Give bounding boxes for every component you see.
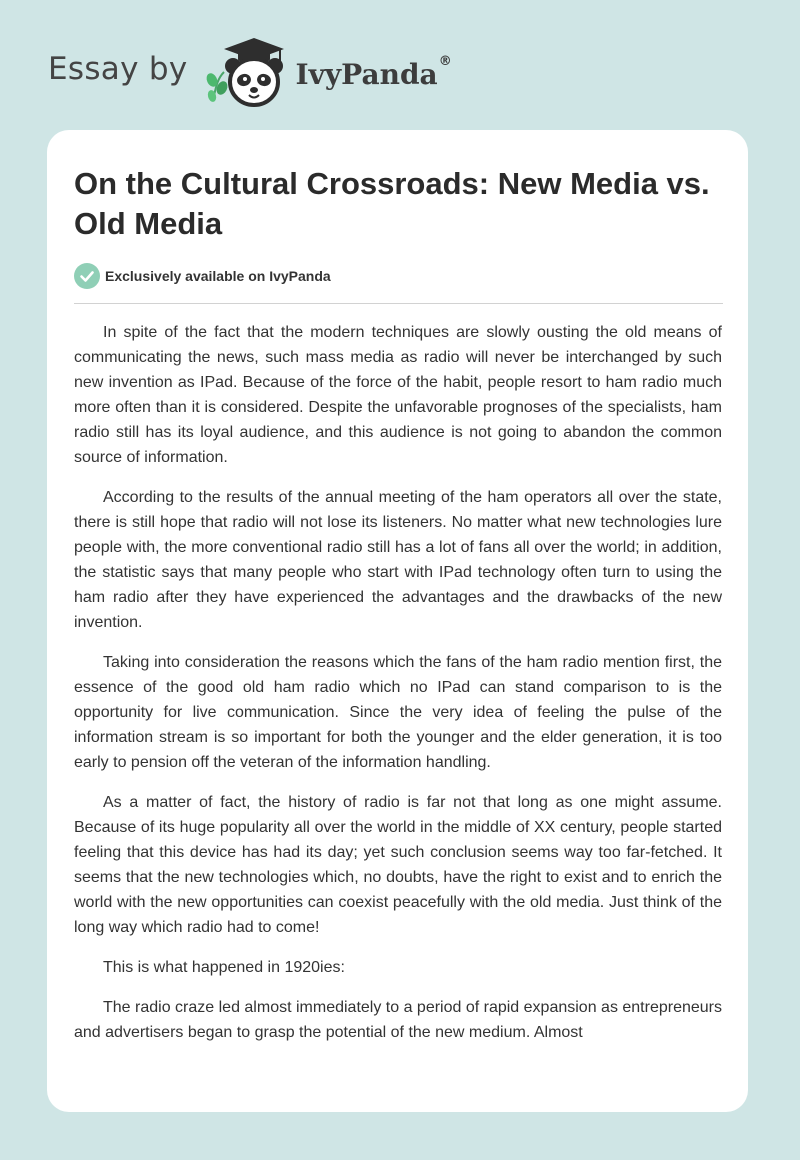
- essay-paragraph: The radio craze led almost immediately to a period of rapid expansion as entrepreneurs and advertisers began to grasp the potential of the new medium. Almost: [74, 999, 722, 1041]
- essay-paragraph: In spite of the fact that the modern techniques are slowly ousting the old means of communicating the news, such mass media as radio will never be interchanged by such new invention as IPad. Because of the force of the habit, people resort to ham radio much more often than it is considered. Despite the unfavorable prognoses of the specialists, ham radio still has its loyal audience, and this audience is not going to abandon the common source of information.: [74, 324, 722, 466]
- essay-body: [74, 320, 722, 1060]
- essay-card: [47, 130, 748, 1112]
- ivypanda-panda-logo-icon: [200, 36, 292, 108]
- essay-paragraph: As a matter of fact, the history of radio is far not that long as one might assume. Because of its huge popularity all over the world in the middle of XX century, people started feeling that this device has had its day; yet such conclusion seems way too far-fetched. It seems that the new technologies which, no doubts, have the right to exist and to enrich the world with the new opportunities can coexist peacefully with the old media. Just think of the long way which radio had to come!: [74, 794, 722, 936]
- essay-paragraph: This is what happened in 1920ies:: [103, 959, 345, 976]
- exclusive-badge-label: Exclusively available on IvyPanda: [105, 268, 331, 284]
- essay-title: On the Cultural Crossroads: New Media vs. Old Media: [74, 166, 710, 241]
- essay-paragraph: According to the results of the annual meeting of the ham operators all over the state, there is still hope that radio will not lose its listeners. No matter what new technologies lure people with, the more conventional radio still has a lot of fans all over the world; in addition, the statistic says that many people who start with IPad technology often turn to using the ham radio after they have experienced the advantages and the drawbacks of the new invention.: [74, 489, 722, 631]
- check-circle-icon: [74, 263, 100, 289]
- ivypanda-brand-name: IvyPanda®: [295, 53, 452, 91]
- title-divider: [74, 303, 723, 304]
- exclusive-badge: [74, 263, 331, 289]
- essay-paragraph: Taking into consideration the reasons which the fans of the ham radio mention first, the essence of the good old ham radio which no IPad can stand comparison to is the opportunity for live communication. Since the very idea of feeling the pulse of the information stream is so important for both the younger and the elder generation, it is too early to pension off the veteran of the information handling.: [74, 654, 722, 771]
- site-header-logo[interactable]: [48, 36, 452, 108]
- registered-mark: ®: [438, 53, 452, 69]
- essay-by-label: Essay by: [48, 51, 188, 87]
